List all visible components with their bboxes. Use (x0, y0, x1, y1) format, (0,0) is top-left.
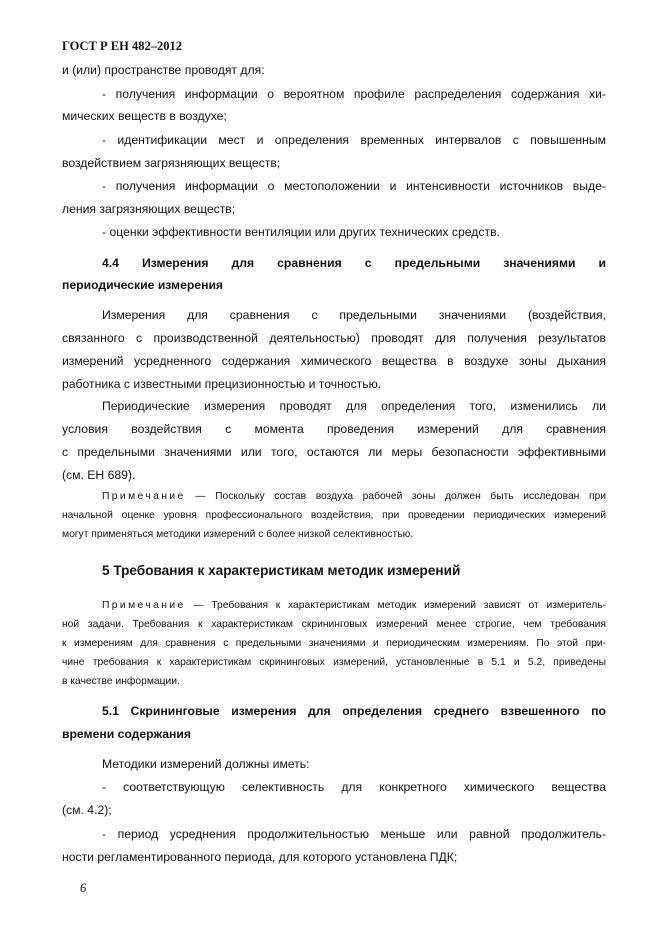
text-line: воздействием загрязняющих веществ; (62, 156, 281, 170)
note-line: ной задачи. Требования к характеристикам скрининговых измерений менее строгие, чем требования (62, 619, 606, 630)
note-line: начальной оценке уровня профессионального воздействия, при проведении периодических измерений (62, 510, 606, 521)
paragraph-line: (см. ЕН 689). (62, 468, 136, 482)
list-item-line: - получения информации о вероятном профиле распределения содержания хи- (102, 87, 606, 101)
text-line: (см. 4.2); (62, 803, 112, 817)
note-line: к измерениям для сравнения с предельными значениями и периодическим измерениям. По этой при- (62, 638, 606, 649)
note-line: Примечание — Поскольку состав воздуха рабочей зоны должен быть исследован при (102, 491, 606, 502)
document-header: ГОСТ Р ЕН 482–2012 (62, 39, 182, 53)
list-item-line: - получения информации о местоположении и интенсивности источников выде- (102, 179, 606, 193)
paragraph-line: связанного с производственной деятельностью) проводят для получения результатов (62, 331, 606, 345)
subsection-heading: времени содержания (62, 727, 191, 741)
list-item-line: - оценки эффективности вентиляции или других технических средств. (102, 225, 500, 239)
text-line: мических веществ в воздухе; (62, 109, 227, 123)
paragraph-line: с предельными значениями или того, остаются ли меры безопасности эффективными (62, 445, 606, 459)
section-heading: 5 Требования к характеристикам методик измерений (102, 563, 461, 578)
note-line: могут применяться методики измерений с более низкой селективностью. (62, 529, 414, 540)
page-number: 6 (80, 881, 87, 895)
paragraph-line: работника с известными прецизионностью и точностью. (62, 377, 382, 391)
list-item-line: - соответствующую селективность для конкретного химического вещества (102, 780, 606, 794)
note-label: Примечание (102, 491, 186, 502)
list-item-line: - идентификации мест и определения временных интервалов с повышенным (102, 133, 606, 147)
note-label: Примечание (102, 600, 186, 611)
subsection-heading: 4.4 Измерения для сравнения с предельными значениями и (102, 256, 606, 270)
paragraph-line: условия воздействия с момента проведения измерений для сравнения (62, 422, 606, 436)
subsection-heading: 5.1 Скрининговые измерения для определения среднего взвешенного по (102, 704, 606, 718)
subsection-heading: периодические измерения (62, 278, 224, 292)
paragraph-line: Периодические измерения проводят для определения того, изменились ли (102, 399, 606, 413)
note-line: Примечание — Требования к характеристикам методик измерений зависят от измеритель- (102, 600, 606, 611)
text-line: ности регламентированного периода, для которого установлена ПДК; (62, 850, 458, 864)
paragraph-line: Измерения для сравнения с предельными значениями (воздействия, (102, 308, 606, 322)
list-item-line: - период усреднения продолжительностью меньше или равной продолжитель- (102, 827, 606, 841)
text-line: и (или) пространстве проводят для: (62, 63, 265, 77)
paragraph-line: Методики измерений должны иметь: (102, 757, 310, 771)
note-line: чине требования к характеристикам скрининговых измерений, установленные в 5.1 и 5.2, приведены (62, 657, 606, 668)
text-line: ления загрязняющих веществ; (62, 202, 236, 216)
note-line: в качестве информации. (62, 676, 180, 687)
paragraph-line: измерений усредненного содержания химического вещества в воздухе зоны дыхания (62, 354, 606, 368)
